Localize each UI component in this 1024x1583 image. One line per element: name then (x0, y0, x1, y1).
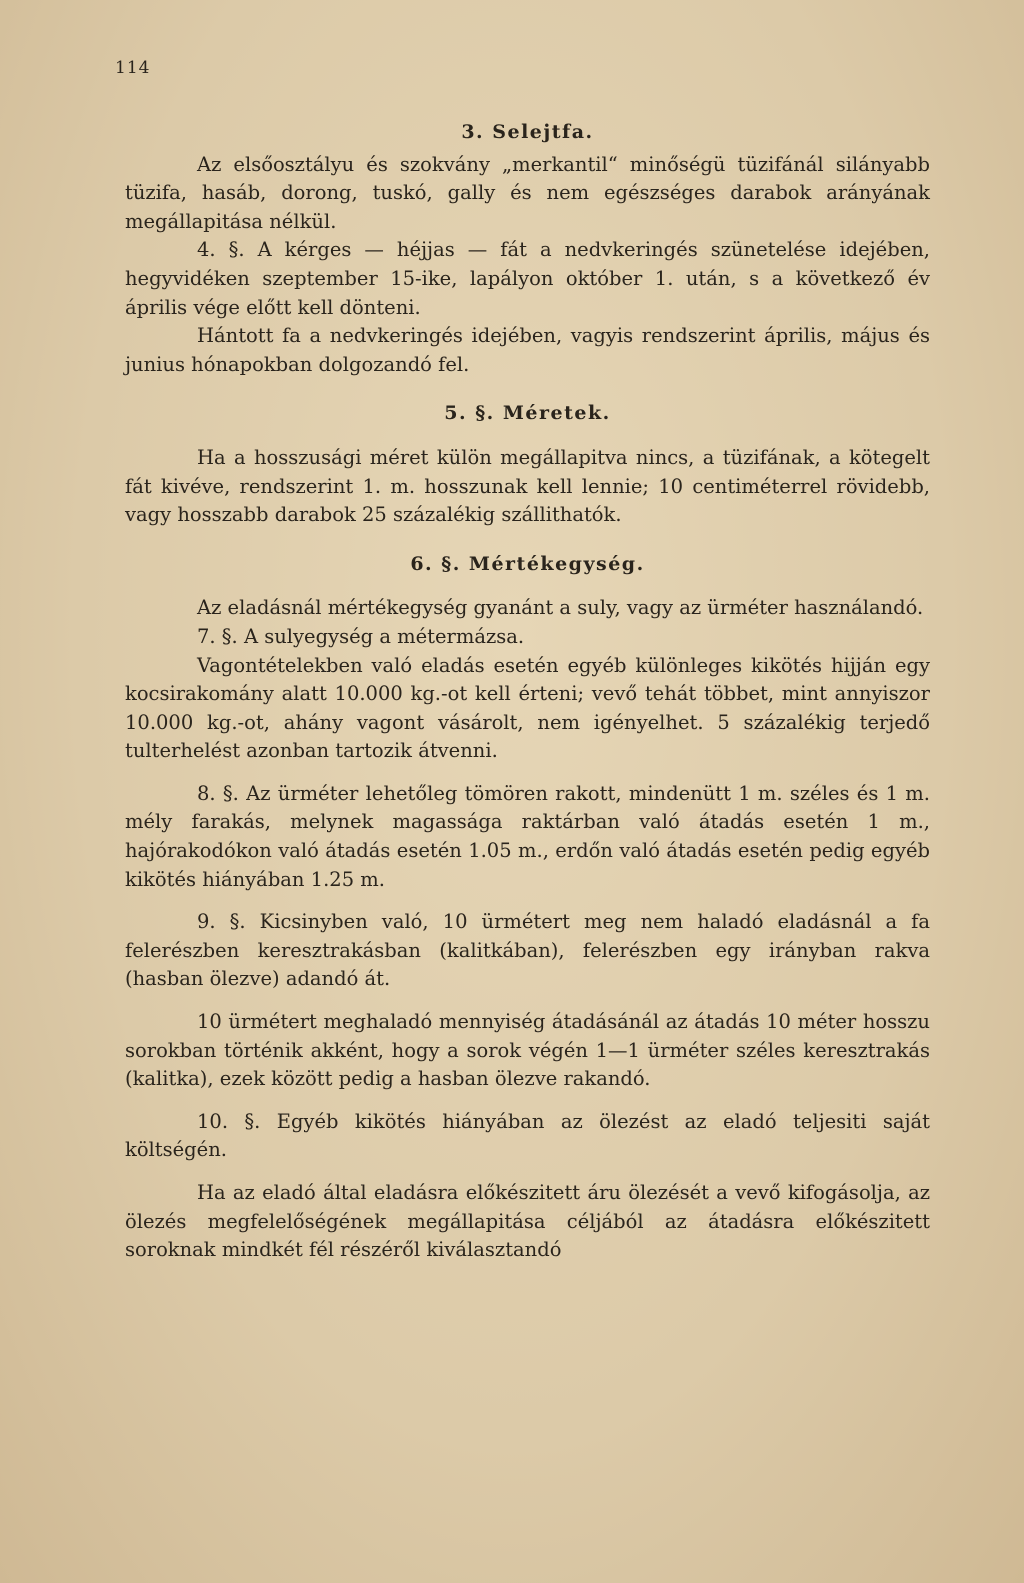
page-number: 114 (115, 58, 151, 78)
section-heading-mertekegyseg: 6. §. Mértékegység. (410, 552, 645, 575)
paragraph-section-8: 8. §. Az ürméter lehetőleg tömören rakott, mindenütt 1 m. széles és 1 m. mély farakás, melynek magassága raktárban való átadás esetén 1 m., hajórakodókon való átadás esetén 1.05 m., erdőn való átadás esetén pedig egyéb kikötés hiányában 1.25 m. (125, 781, 930, 891)
paragraph: Hántott fa a nedvkeringés idejében, vagyis rendszerint április, május és junius hónapokban dolgozandó fel. (125, 324, 930, 376)
paragraph: Ha a hosszusági méret külön megállapitva nincs, a tüzifának, a kötegelt fát kivéve, rendszerint 1. m. hosszunak kell lennie; 10 centiméterrel rövidebb, vagy hosszabb darabok 25 százalékig szállithatók. (125, 445, 930, 527)
paragraph-section-4: 4. §. A kérges — héjjas — fát a nedvkeringés szünetelése idejében, hegyvidéken szeptember 15-ike, lapályon október 1. után, s a következő év április vége előtt kell dönteni. (125, 238, 930, 319)
paragraph: Az eladásnál mértékegység gyanánt a suly, vagy az ürméter használandó. (197, 596, 924, 620)
paragraph: 10 ürmétert meghaladó mennyiség átadásánál az átadás 10 méter hosszu sorokban történik akként, hogy a sorok végén 1—1 ürméter széles keresztrakás (kalitka), ezek között pedig a hasban ölezve rakandó. (125, 1010, 930, 1091)
paragraph-section-10: 10. §. Egyéb kikötés hiányában az ölezést az eladó teljesiti saját költségén. (125, 1109, 930, 1162)
section-heading-meretek: 5. §. Méretek. (444, 402, 611, 425)
paragraph: Vagontételekben való eladás esetén egyéb különleges kikötés hijján egy kocsirakomány alatt 10.000 kg.-ot kell érteni; vevő tehát többet, mint annyiszor 10.000 kg.-ot, ahány vagont vásárolt, nem igényelhet. 5 százalékig terjedő tulterhelést azonban tartozik átvenni. (125, 653, 930, 763)
paragraph-section-7: 7. §. A sulyegység a métermázsa. (197, 624, 525, 648)
page-content (125, 118, 930, 1265)
section-heading-selejtfa: 3. Selejtfa. (461, 121, 594, 143)
paragraph-section-9: 9. §. Kicsinyben való, 10 ürmétert meg nem haladó eladásnál a fa felerészben keresztrakásban (kalitkában), felerészben egy irányban rakva (hasban ölezve) adandó át. (125, 910, 930, 991)
paragraph: Ha az eladó által eladásra előkészitett áru ölezését a vevő kifogásolja, az ölezés megfelelőségének megállapitása céljából az átadásra előkészitett soroknak mindkét fél részéről kiválasztandó (125, 1181, 930, 1262)
paragraph: Az elsőosztályu és szokvány „merkantil“ minőségü tüzifánál silányabb tüzifa, hasáb, dorong, tuskó, gally és nem egészséges darabok arányának megállapitása nélkül. (125, 152, 930, 233)
